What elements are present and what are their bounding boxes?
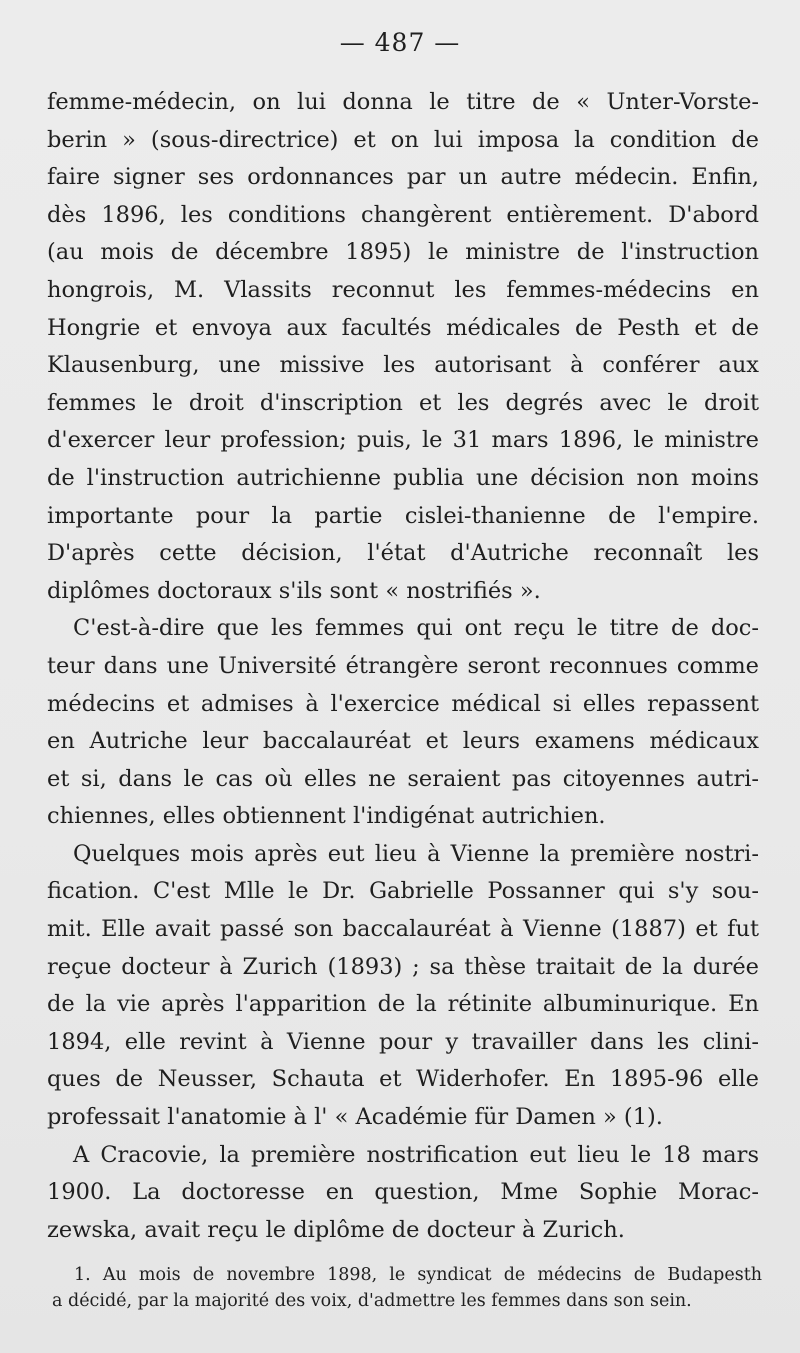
text-line: et si, dans le cas où elles ne seraient pas citoyennes autri- — [47, 765, 759, 792]
text-line: en Autriche leur baccalauréat et leurs examens médicaux — [47, 728, 759, 755]
text-line: 1894, elle revint à Vienne pour y travailler dans les clini- — [47, 1028, 759, 1055]
text-line: A Cracovie, la première nostrification eut lieu le 18 mars — [73, 1141, 759, 1168]
text-line: de la vie après l'apparition de la rétinite albuminurique. En — [47, 991, 759, 1018]
text-line: de l'instruction autrichienne publia une décision non moins — [47, 464, 759, 491]
page-number: — 487 — — [339, 28, 461, 57]
text-line: dès 1896, les conditions changèrent entièrement. D'abord — [47, 201, 759, 228]
text-line: C'est-à-dire que les femmes qui ont reçu le titre de doc- — [73, 615, 759, 642]
text-line: 1900. La doctoresse en question, Mme Sophie Morac- — [47, 1179, 759, 1206]
text-line: faire signer ses ordonnances par un autre médecin. Enfin, — [47, 164, 759, 191]
text-line: chiennes, elles obtiennent l'indigénat autrichien. — [47, 803, 606, 830]
footnote-line: 1. Au mois de novembre 1898, le syndicat de médecins de Budapesth — [74, 1265, 762, 1285]
text-line: importante pour la partie cislei-thanienne de l'empire. — [47, 502, 759, 529]
text-line: (au mois de décembre 1895) le ministre de l'instruction — [47, 239, 759, 266]
text-line: hongrois, M. Vlassits reconnut les femmes-médecins en — [47, 276, 759, 303]
text-line: Quelques mois après eut lieu à Vienne la première nostri- — [73, 840, 759, 867]
text-line: berin » (sous-directrice) et on lui imposa la condition de — [47, 126, 759, 153]
text-line: d'exercer leur profession; puis, le 31 mars 1896, le ministre — [47, 427, 759, 454]
main-text — [47, 84, 759, 1249]
text-line: femme-médecin, on lui donna le titre de « Unter-Vorste- — [47, 89, 759, 115]
text-line: zewska, avait reçu le diplôme de docteur à Zurich. — [47, 1216, 625, 1243]
text-line: Hongrie et envoya aux facultés médicales de Pesth et de — [47, 314, 759, 341]
text-line: teur dans une Université étrangère seront reconnues comme — [47, 652, 759, 679]
text-line: médecins et admises à l'exercice médical si elles repassent — [47, 690, 759, 717]
text-line: reçue docteur à Zurich (1893) ; sa thèse traitait de la durée — [47, 953, 759, 980]
text-line: mit. Elle avait passé son baccalauréat à Vienne (1887) et fut — [47, 916, 759, 943]
text-line: Klausenburg, une missive les autorisant à conférer aux — [47, 352, 759, 379]
text-line: D'après cette décision, l'état d'Autriche reconnaît les — [47, 540, 759, 567]
footnote-line: a décidé, par la majorité des voix, d'admettre les femmes dans son sein. — [52, 1291, 692, 1311]
text-line: ques de Neusser, Schauta et Widerhofer. En 1895-96 elle — [47, 1066, 759, 1093]
text-line: femmes le droit d'inscription et les degrés avec le droit — [47, 389, 759, 416]
text-line: fication. C'est Mlle le Dr. Gabrielle Possanner qui s'y sou- — [47, 878, 759, 905]
text-line: diplômes doctoraux s'ils sont « nostrifiés ». — [47, 577, 541, 604]
text-line: professait l'anatomie à l' « Académie für Damen » (1). — [47, 1104, 663, 1131]
footnote — [52, 1262, 762, 1314]
